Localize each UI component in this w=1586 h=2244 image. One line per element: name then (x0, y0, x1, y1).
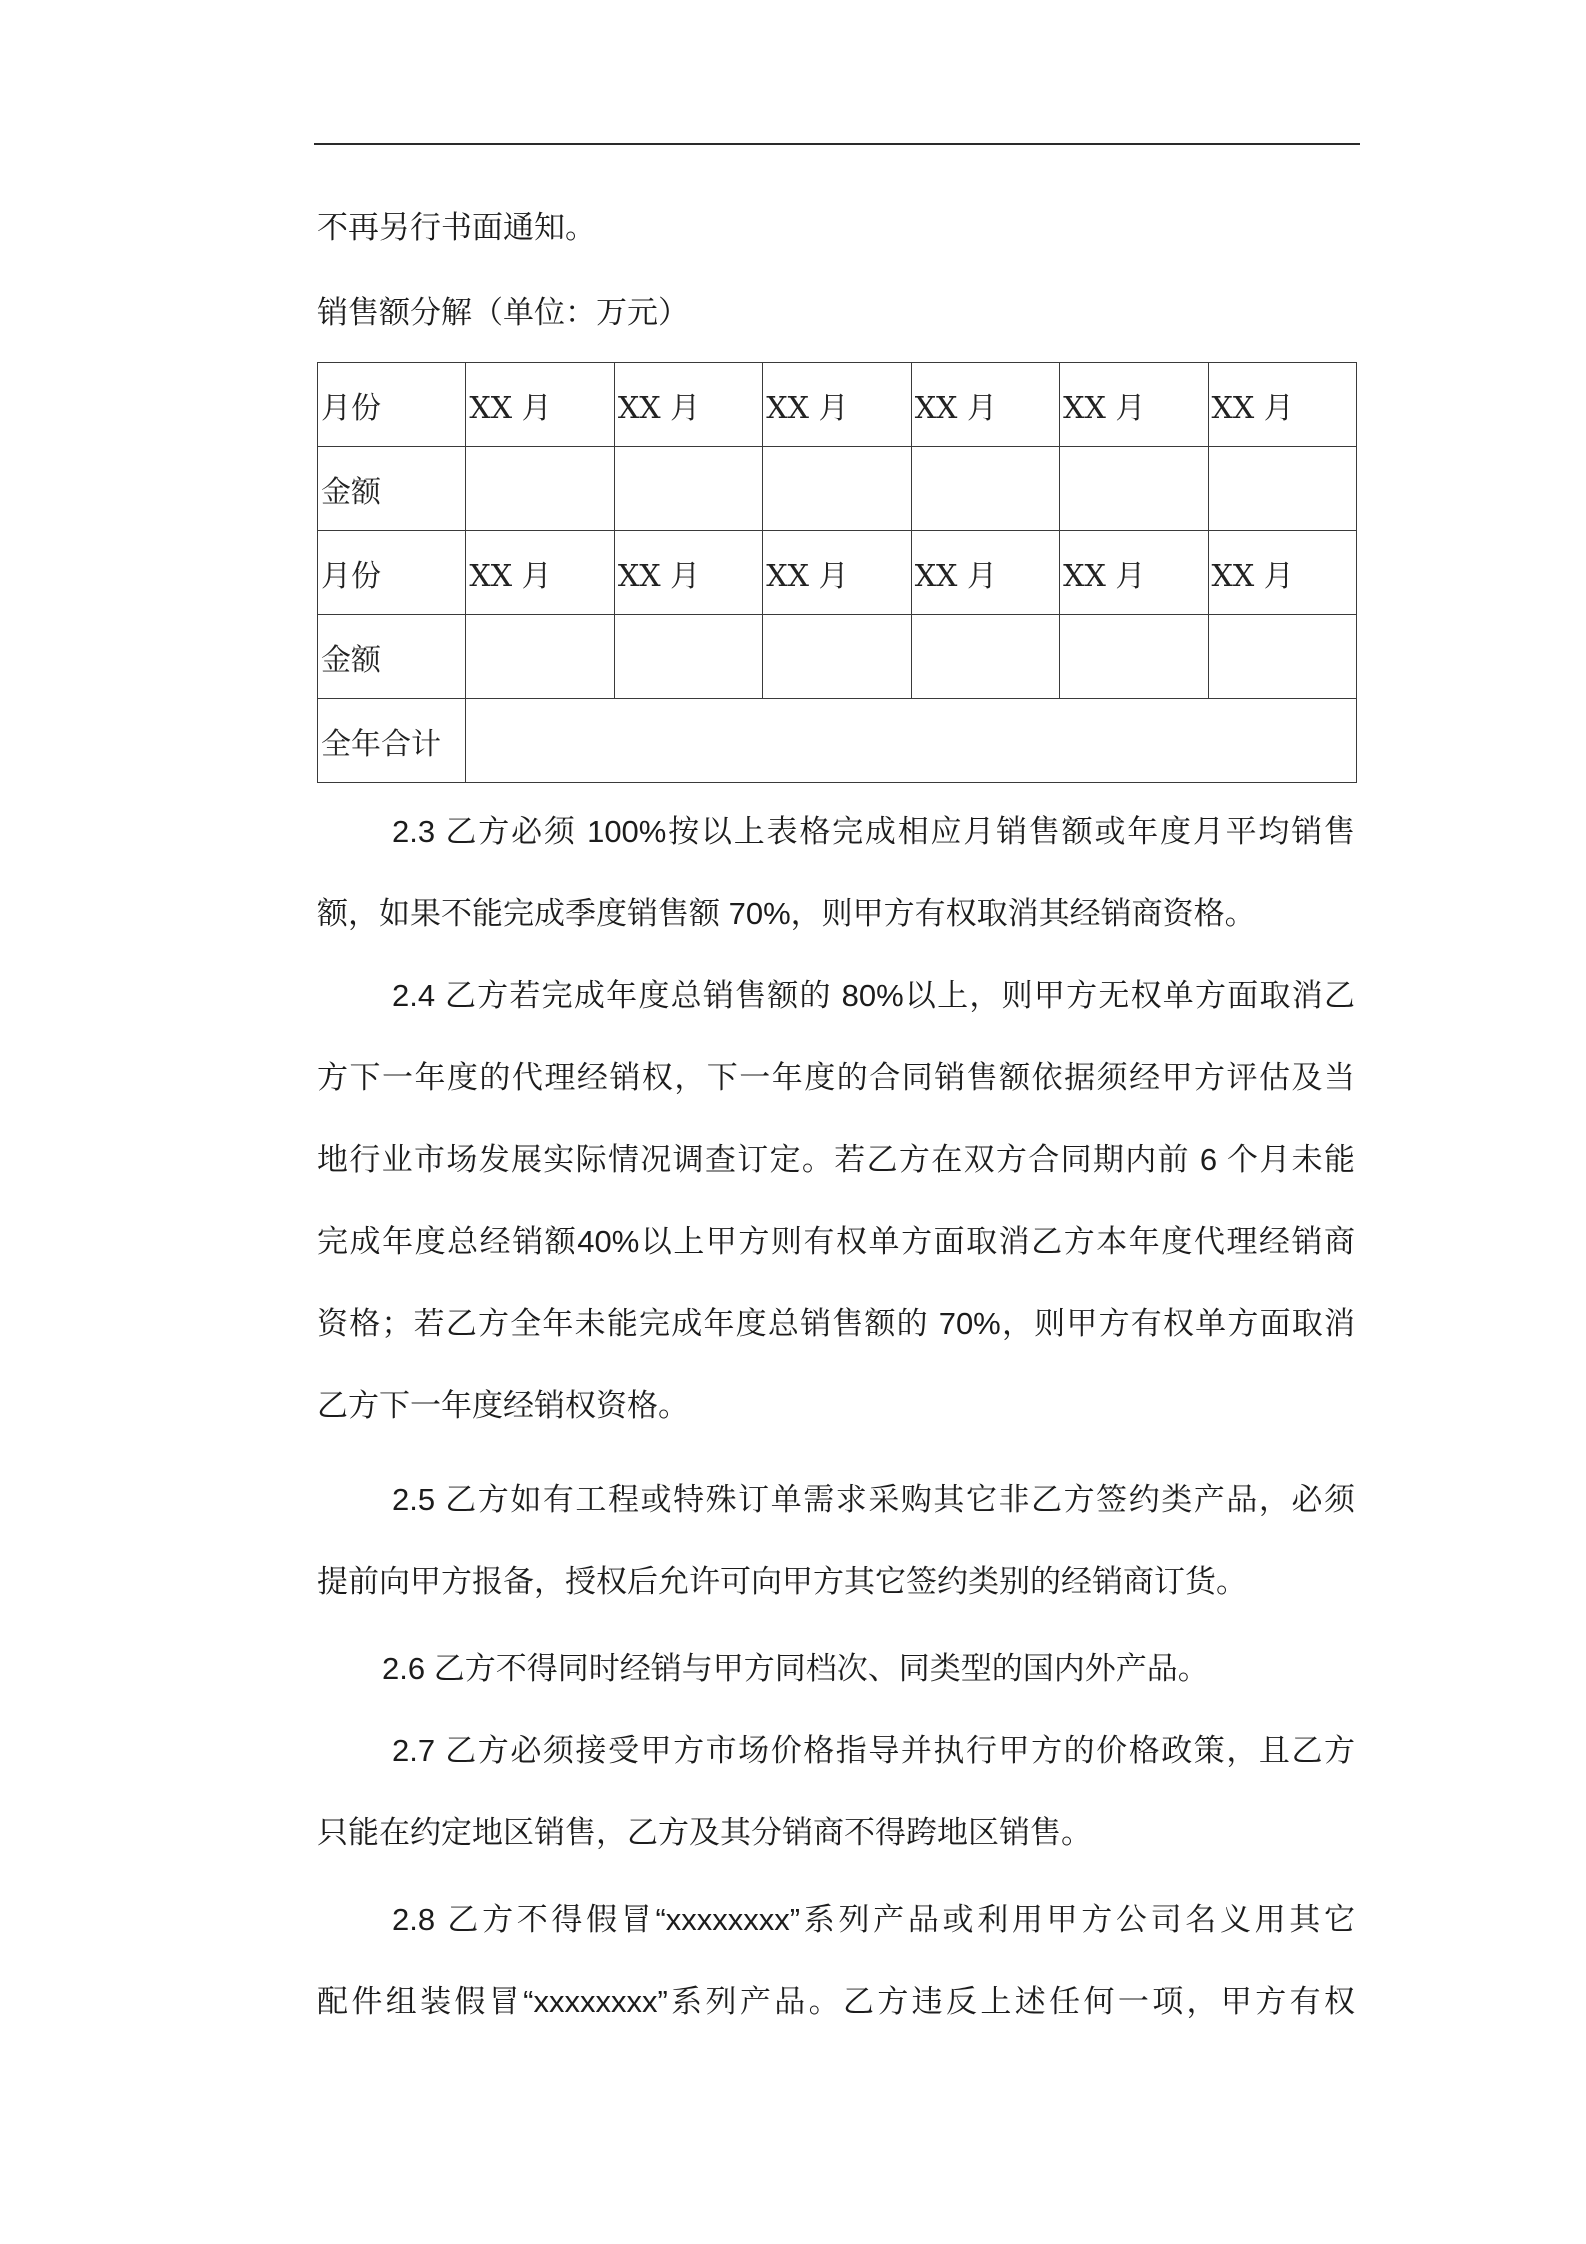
clause-2-3 (317, 791, 1355, 955)
header-rule (314, 143, 1360, 145)
clause-line: 只能在约定地区销售，乙方及其分销商不得跨地区销售。 (317, 1815, 1092, 1850)
month-cell: XX 月 (911, 363, 1059, 447)
clause-2-6 (317, 1628, 1355, 1710)
table-row-amount-2 (318, 615, 1357, 699)
month-cell: XX 月 (1208, 363, 1356, 447)
amount-cell (614, 615, 762, 699)
table-caption: 销售额分解（单位：万元） (317, 295, 689, 330)
clause-line: 2.6 乙方不得同时经销与甲方同档次、同类型的国内外产品。 (382, 1651, 1209, 1686)
row-label: 全年合计 (318, 699, 466, 783)
clauses-section (317, 791, 1355, 2043)
clause-line: 2.8 乙方不得假冒“xxxxxxxx”系列产品或利用甲方公司名义用其它 (392, 1902, 1355, 1937)
month-cell: XX 月 (614, 531, 762, 615)
row-label: 月份 (318, 531, 466, 615)
month-cell: XX 月 (1208, 531, 1356, 615)
month-cell: XX 月 (763, 363, 911, 447)
month-cell: XX 月 (466, 531, 614, 615)
amount-cell (1208, 447, 1356, 531)
table-row-month-2 (318, 531, 1357, 615)
annual-total-cell (466, 699, 1357, 783)
month-cell: XX 月 (763, 531, 911, 615)
amount-cell (1208, 615, 1356, 699)
clause-line: 提前向甲方报备，授权后允许可向甲方其它签约类别的经销商订货。 (317, 1564, 1247, 1599)
clause-line: 2.4 乙方若完成年度总销售额的 80%以上，则甲方无权单方面取消乙 (392, 978, 1355, 1013)
amount-cell (763, 615, 911, 699)
clause-2-7 (317, 1710, 1355, 1874)
table-row-month-1 (318, 363, 1357, 447)
amount-cell (911, 447, 1059, 531)
row-label: 金额 (318, 447, 466, 531)
clause-line: 方下一年度的代理经销权，下一年度的合同销售额依据须经甲方评估及当 (317, 1060, 1355, 1095)
clause-line: 额，如果不能完成季度销售额 70%，则甲方有权取消其经销商资格。 (317, 896, 1256, 931)
clause-2-8 (317, 1879, 1355, 2043)
amount-cell (911, 615, 1059, 699)
table-row-amount-1 (318, 447, 1357, 531)
row-label: 金额 (318, 615, 466, 699)
amount-cell (614, 447, 762, 531)
clause-line: 乙方下一年度经销权资格。 (317, 1388, 689, 1423)
amount-cell (1060, 615, 1208, 699)
clause-2-5 (317, 1459, 1355, 1623)
amount-cell (466, 615, 614, 699)
amount-cell (1060, 447, 1208, 531)
clause-line: 完成年度总经销额40%以上甲方则有权单方面取消乙方本年度代理经销商 (317, 1224, 1355, 1259)
month-cell: XX 月 (1060, 363, 1208, 447)
amount-cell (466, 447, 614, 531)
clause-line: 地行业市场发展实际情况调查订定。若乙方在双方合同期内前 6 个月未能 (317, 1142, 1355, 1177)
clause-line: 2.7 乙方必须接受甲方市场价格指导并执行甲方的价格政策，且乙方 (392, 1733, 1355, 1768)
row-label: 月份 (318, 363, 466, 447)
sales-breakdown-table (317, 362, 1357, 783)
table-row-annual-total (318, 699, 1357, 783)
clause-line: 配件组装假冒“xxxxxxxx”系列产品。乙方违反上述任何一项，甲方有权 (317, 1984, 1355, 2019)
month-cell: XX 月 (911, 531, 1059, 615)
month-cell: XX 月 (1060, 531, 1208, 615)
clause-2-4 (317, 955, 1355, 1447)
month-cell: XX 月 (614, 363, 762, 447)
continuation-text: 不再另行书面通知。 (317, 210, 596, 245)
clause-line: 资格；若乙方全年未能完成年度总销售额的 70%，则甲方有权单方面取消 (317, 1306, 1355, 1341)
clause-line: 2.3 乙方必须 100%按以上表格完成相应月销售额或年度月平均销售 (392, 814, 1355, 849)
clause-line: 2.5 乙方如有工程或特殊订单需求采购其它非乙方签约类产品，必须 (392, 1482, 1355, 1517)
month-cell: XX 月 (466, 363, 614, 447)
amount-cell (763, 447, 911, 531)
